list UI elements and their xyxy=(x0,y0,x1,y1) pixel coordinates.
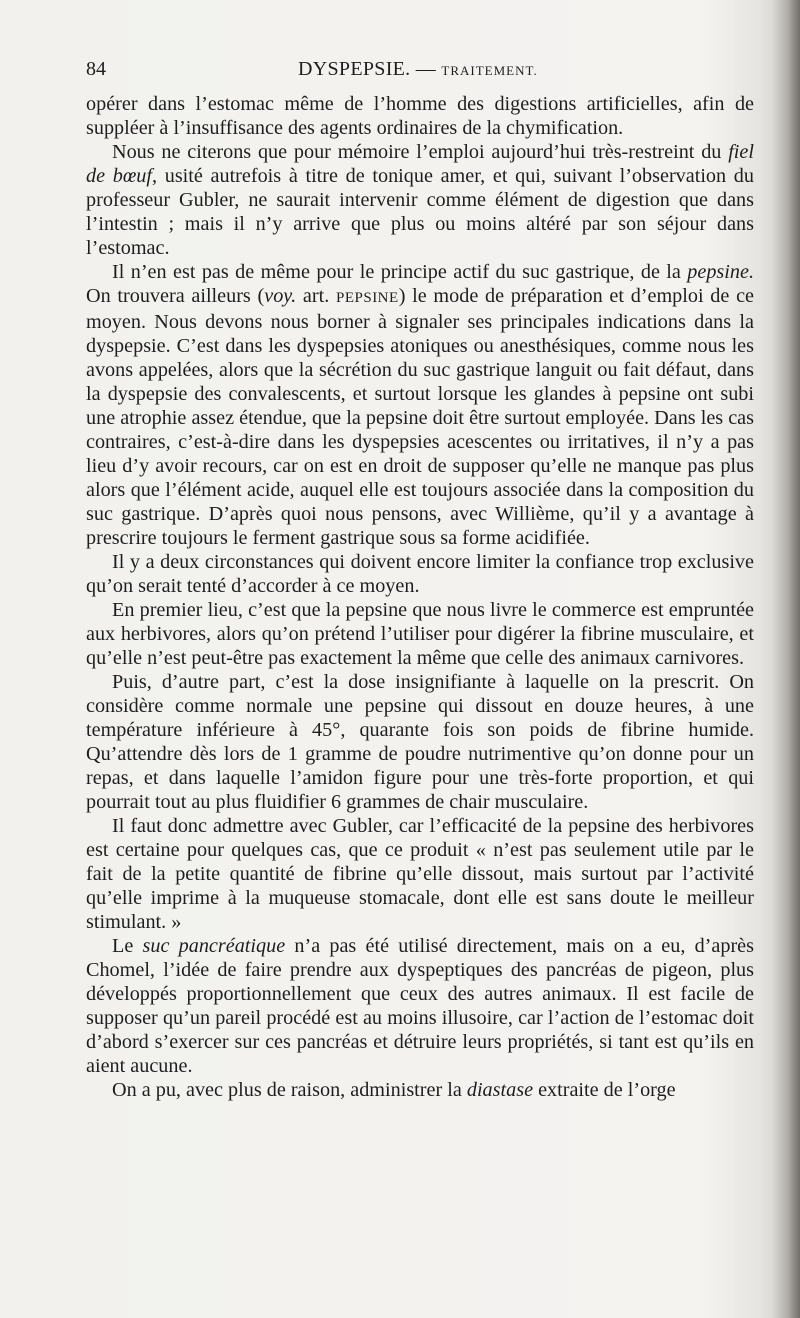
paragraph-text: On a pu, avec plus de raison, administrer la xyxy=(112,1079,467,1101)
paragraph xyxy=(86,670,754,814)
paragraph-text: Puis, d’autre part, c’est la dose insignifiante à laquelle on la prescrit. On considère comme normale une pepsine qui dissout en douze heures, à une température inférieure à 45°, quarante fois son poids de fibrine humide. Qu’attendre dès lors de 1 gramme de poudre nutrimentive qu’on donne pour un repas, et dans laquelle l’amidon figure pour une très-forte proportion, et qui pourrait tout au plus fluidifier 6 grammes de chair musculaire. xyxy=(86,671,754,813)
paragraph-text: art. xyxy=(296,285,336,307)
paragraph-text: En premier lieu, c’est que la pepsine que nous livre le commerce est empruntée aux herbivores, alors qu’on prétend l’utiliser pour digérer la fibrine musculaire, et qu’elle n’est peut-être pas exactement la même que celle des animaux carnivores. xyxy=(86,599,754,669)
italic-text: voy. xyxy=(264,285,297,307)
page-edge-shadow xyxy=(772,0,800,1318)
running-title-main: DYSPEPSIE. xyxy=(298,58,411,80)
paragraph xyxy=(86,92,754,140)
paragraph-text: Il y a deux circonstances qui doivent encore limiter la confiance trop exclusive qu’on serait tenté d’accorder à ce moyen. xyxy=(86,551,754,597)
paragraph-text: Il n’en est pas de même pour le principe actif du suc gastrique, de la xyxy=(112,261,688,283)
paragraph-text: n’a pas été utilisé directement, mais on a eu, d’après Chomel, l’idée de faire prendre aux dyspeptiques des pancréas de pigeon, plus développés proportionnellement que ceux des autres animaux. Il est facile de supposer qu’un pareil procédé est au moins illusoire, car l’action de l’estomac doit d’abord s’exercer sur ces pancréas et détruire leurs propriétés, si tant est qu’ils en aient aucune. xyxy=(86,935,754,1077)
paragraph-text: Le xyxy=(112,935,143,957)
body-text xyxy=(86,92,754,1102)
paragraph-text: ) le mode de préparation et d’emploi de ce moyen. Nous devons nous borner à signaler ses principales indications dans la dyspepsie. C’est dans les dyspepsies atoniques ou anesthésiques, comme nous les avons appelées, alors que la sécrétion du suc gastrique languit ou fait défaut, dans la dyspepsie des convalescents, et surtout lorsque les glandes à pepsine ont subi une atrophie assez étendue, que la pepsine doit être surtout employée. Dans les cas contraires, c’est-à-dire dans les dyspepsies acescentes ou irritatives, il n’y a pas lieu d’y avoir recours, car on est en droit de supposer qu’elle ne manque pas plus alors que l’élément acide, auquel elle est toujours associée dans la composition du suc gastrique. D’après quoi nous pensons, avec Willième, qu’il y a avantage à prescrire toujours le ferment gastrique sous sa forme acidifiée. xyxy=(86,285,755,549)
running-title xyxy=(298,58,538,81)
paragraph-text: extraite de l’orge xyxy=(533,1079,676,1101)
paragraph xyxy=(86,598,754,670)
paragraph xyxy=(86,260,754,550)
page-number: 84 xyxy=(86,58,106,80)
running-title-dash: — xyxy=(410,58,442,80)
italic-text: diastase xyxy=(466,1079,534,1101)
paragraph xyxy=(86,934,754,1078)
running-title-subtitle: TRAITEMENT. xyxy=(441,63,538,78)
paragraph-text: On trouvera ailleurs ( xyxy=(86,285,265,307)
paragraph xyxy=(86,1078,754,1102)
paragraph xyxy=(86,550,754,598)
running-header xyxy=(86,58,754,86)
paragraph xyxy=(86,140,754,260)
paragraph-text: Nous ne citerons que pour mémoire l’emploi aujourd’hui très-restreint du xyxy=(112,141,729,163)
paragraph-text: , usité autrefois à titre de tonique amer, et qui, suivant l’observation du professeur Gubler, ne saurait intervenir comme élément de digestion que dans l’intestin ; mais il n’y arrive que plus ou moins altéré par son séjour dans l’estomac. xyxy=(86,165,754,259)
italic-text: pepsine. xyxy=(687,261,754,283)
italic-text: suc pancréatique xyxy=(142,935,286,957)
paragraph-text: Il faut donc admettre avec Gubler, car l’efficacité de la pepsine des herbivores est certaine pour quelques cas, que ce produit « n’est pas seulement utile par le fait de la petite quantité de fibrine qu’elle dissout, mais surtout par l’activité qu’elle imprime à la muqueuse stomacale, dont elle est sans doute le meilleur stimulant. » xyxy=(86,815,754,933)
paragraph-text: opérer dans l’estomac même de l’homme des digestions artificielles, afin de suppléer à l’insuffisance des agents ordinaires de la chymification. xyxy=(86,93,754,139)
small-caps-text: PEPSINE xyxy=(336,290,399,306)
paragraph xyxy=(86,814,754,934)
italic-text: fiel de bœuf xyxy=(86,141,754,187)
